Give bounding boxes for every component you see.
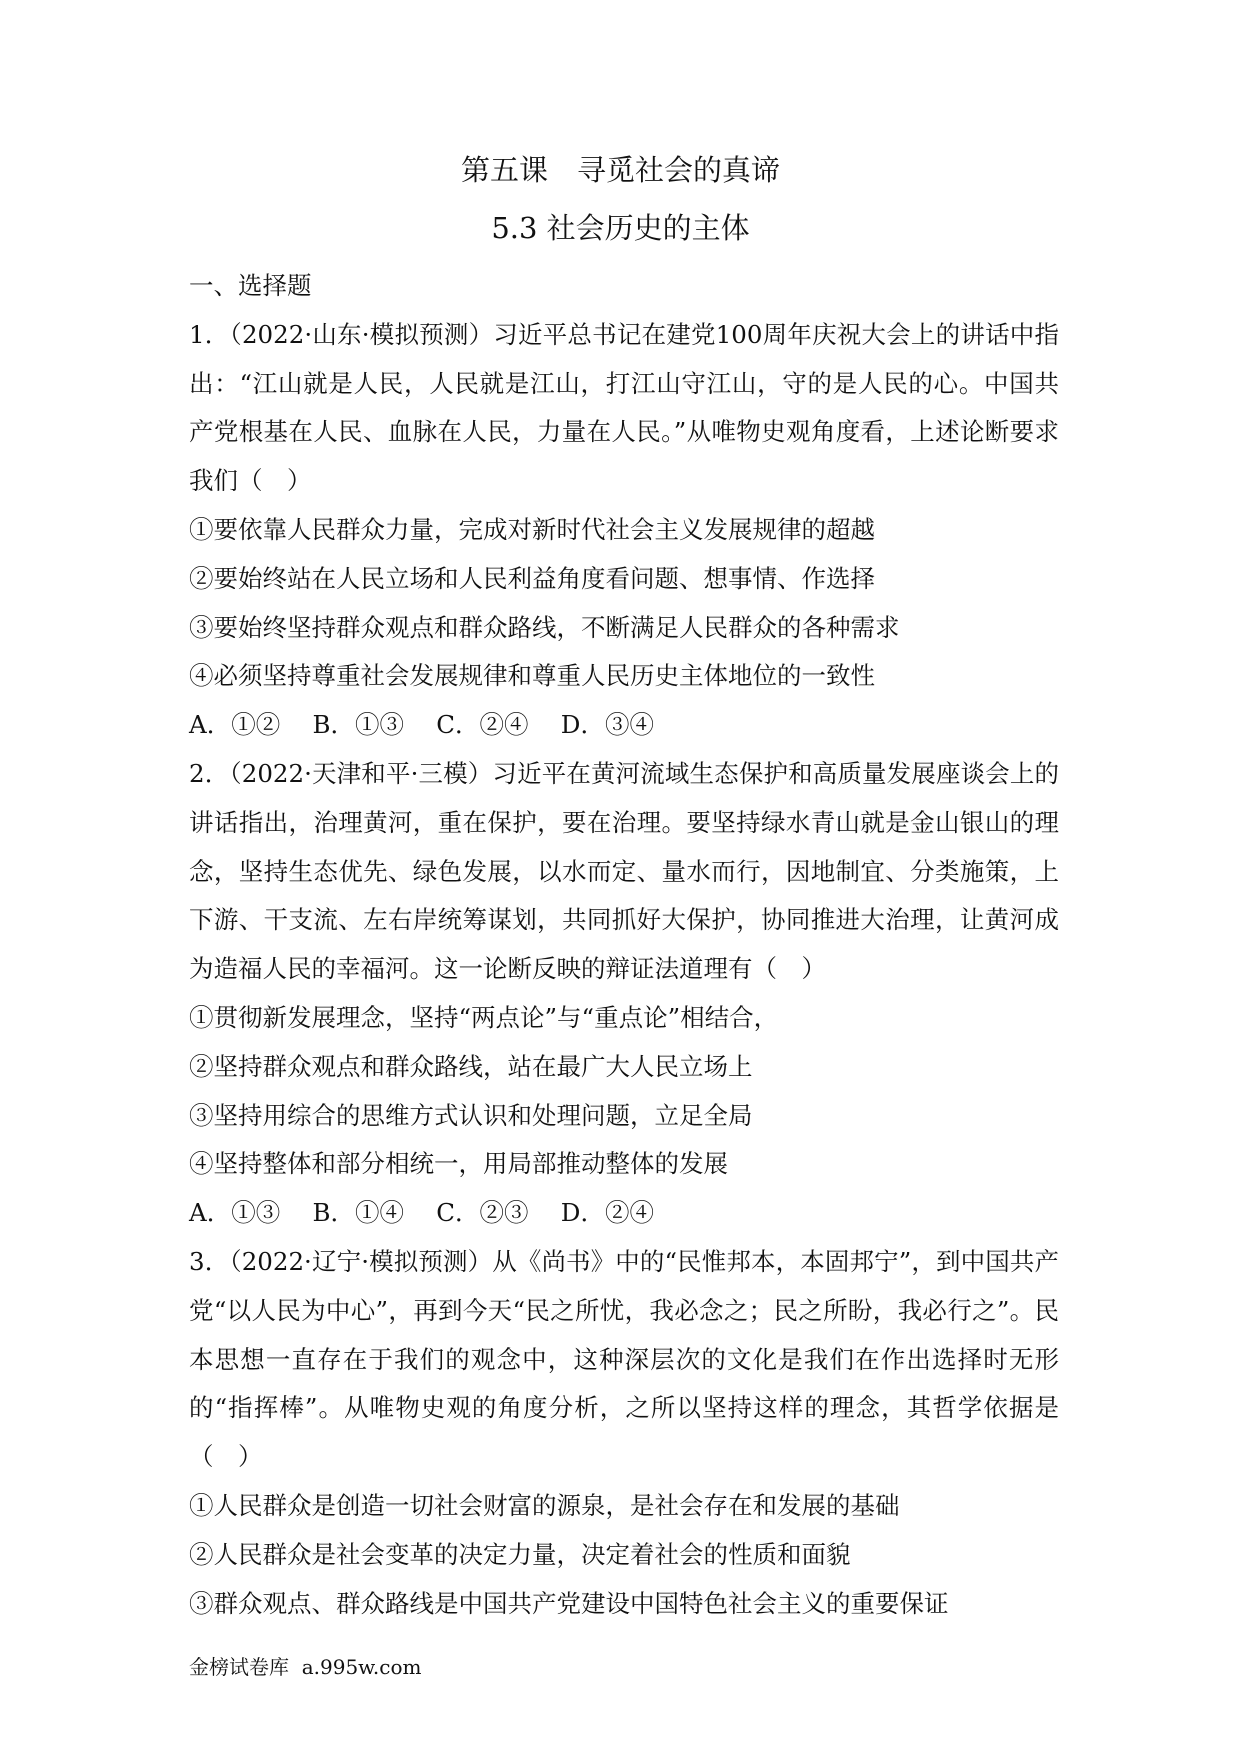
question-2-item-3: ③坚持用综合的思维方式认识和处理问题，立足全局 <box>189 1100 753 1130</box>
question-3-stem: 3．（2022·辽宁·模拟预测）从《尚书》中的“民惟邦本，本固邦宁”，到中国共产党“以人民为中心”，再到今天“民之所忧，我必念之；民之所盼，我必行之”。民本思想一直存在于我们的观念中，这种深层次的文化是我们在作出选择时无形的“指挥棒”。从唯物史观的角度分析，之所以坚持这样的理念，其哲学依据是（ ） <box>189 1246 1059 1472</box>
document-body <box>189 262 1059 1628</box>
question-1-item-2: ②要始终站在人民立场和人民利益角度看问题、想事情、作选择 <box>189 563 875 593</box>
question-1-item-3: ③要始终坚持群众观点和群众路线，不断满足人民群众的各种需求 <box>189 612 900 642</box>
question-1-item-4: ④必须坚持尊重社会发展规律和尊重人民历史主体地位的一致性 <box>189 661 875 691</box>
question-3-item-1: ①人民群众是创造一切社会财富的源泉，是社会存在和发展的基础 <box>189 1490 900 1520</box>
question-2-options: A．①③ B．①④ C．②③ D．②④ <box>189 1198 654 1228</box>
question-1-options: A．①② B．①③ C．②④ D．③④ <box>189 710 654 740</box>
question-3-item-2: ②人民群众是社会变革的决定力量，决定着社会的性质和面貌 <box>189 1539 851 1569</box>
question-1-stem: 1．（2022·山东·模拟预测）习近平总书记在建党100周年庆祝大会上的讲话中指出：“江山就是人民，人民就是江山，打江山守江山，守的是人民的心。中国共产党根基在人民、血脉在人民，力量在人民。”从唯物史观角度看，上述论断要求我们（ ） <box>189 319 1059 496</box>
page-title: 第五课 寻觅社会的真谛 <box>460 153 780 187</box>
question-2-item-2: ②坚持群众观点和群众路线，站在最广大人民立场上 <box>189 1051 753 1081</box>
question-2-item-4: ④坚持整体和部分相统一，用局部推动整体的发展 <box>189 1149 728 1179</box>
question-2-item-1: ①贯彻新发展理念，坚持“两点论”与“重点论”相结合， <box>189 1002 779 1032</box>
question-2-stem: 2．（2022·天津和平·三模）习近平在黄河流域生态保护和高质量发展座谈会上的讲话指出，治理黄河，重在保护，要在治理。要坚持绿水青山就是金山银山的理念，坚持生态优先、绿色发展，以水而定、量水而行，因地制宜、分类施策，上下游、干支流、左右岸统筹谋划，共同抓好大保护，协同推进大治理，让黄河成为造福人民的幸福河。这一论断反映的辩证法道理有（ ） <box>189 758 1059 984</box>
question-3-item-3: ③群众观点、群众路线是中国共产党建设中国特色社会主义的重要保证 <box>189 1588 949 1618</box>
section-heading: 一、选择题 <box>189 271 312 300</box>
question-1-item-1: ①要依靠人民群众力量，完成对新时代社会主义发展规律的超越 <box>189 514 875 544</box>
footer-source: 金榜试卷库 a.995w.com <box>189 1655 422 1679</box>
page-subtitle: 5.3 社会历史的主体 <box>491 211 750 245</box>
